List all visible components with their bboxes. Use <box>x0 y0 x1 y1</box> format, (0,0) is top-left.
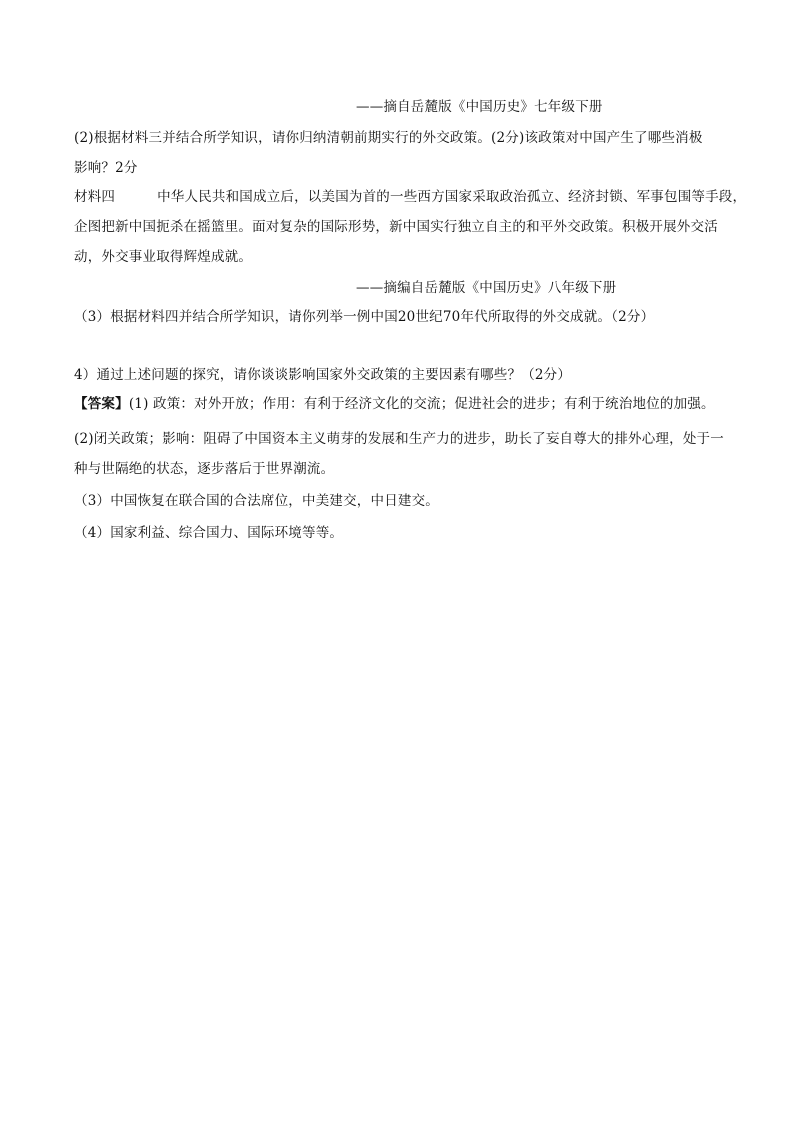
material-4-label: 材料四 <box>74 189 116 205</box>
material-4-line-2: 企图把新中国扼杀在摇篮里。面对复杂的国际形势，新中国实行独立自主的和平外交政策。积极开展外交活 <box>74 219 718 235</box>
question-2-line-2: 影响？2分 <box>74 160 138 176</box>
source-citation-1: ——摘自岳麓版《中国历史》七年级下册 <box>356 99 603 115</box>
question-4: 4）通过上述问题的探究，请你谈谈影响国家外交政策的主要因素有哪些？（2分） <box>74 367 572 383</box>
source-citation-2: ——摘编自岳麓版《中国历史》八年级下册 <box>356 280 617 296</box>
answer-label: 【答案】 <box>74 396 129 412</box>
answer-4: （4）国家利益、综合国力、国际环境等等。 <box>74 525 344 541</box>
answer-1-text: (1) 政策：对外开放；作用：有利于经济文化的交流；促进社会的进步；有利于统治地位的加强。 <box>128 396 715 412</box>
answer-3: （3）中国恢复在联合国的合法席位，中美建交，中日建交。 <box>74 493 439 509</box>
material-4-line-1 <box>74 188 747 206</box>
answer-1 <box>74 395 744 413</box>
question-2-line-1: (2)根据材料三并结合所学知识，请你归纳清朝前期实行的外交政策。(2分)该政策对中国产生了哪些消极 <box>74 130 703 146</box>
material-4-line-3: 动，外交事业取得辉煌成就。 <box>74 249 253 265</box>
answer-2-line-2: 种与世隔绝的状态，逐步落后于世界潮流。 <box>74 461 335 477</box>
material-4-text-1: 中华人民共和国成立后，以美国为首的一些西方国家采取政治孤立、经济封锁、军事包围等手段， <box>157 189 747 205</box>
question-3: （3）根据材料四并结合所学知识，请你列举一例中国20世纪70年代所取得的外交成就。（2分） <box>74 309 655 325</box>
answer-2-line-1: (2)闭关政策；影响：阻碍了中国资本主义萌芽的发展和生产力的进步，助长了妄自尊大的排外心理，处于一 <box>74 431 724 447</box>
